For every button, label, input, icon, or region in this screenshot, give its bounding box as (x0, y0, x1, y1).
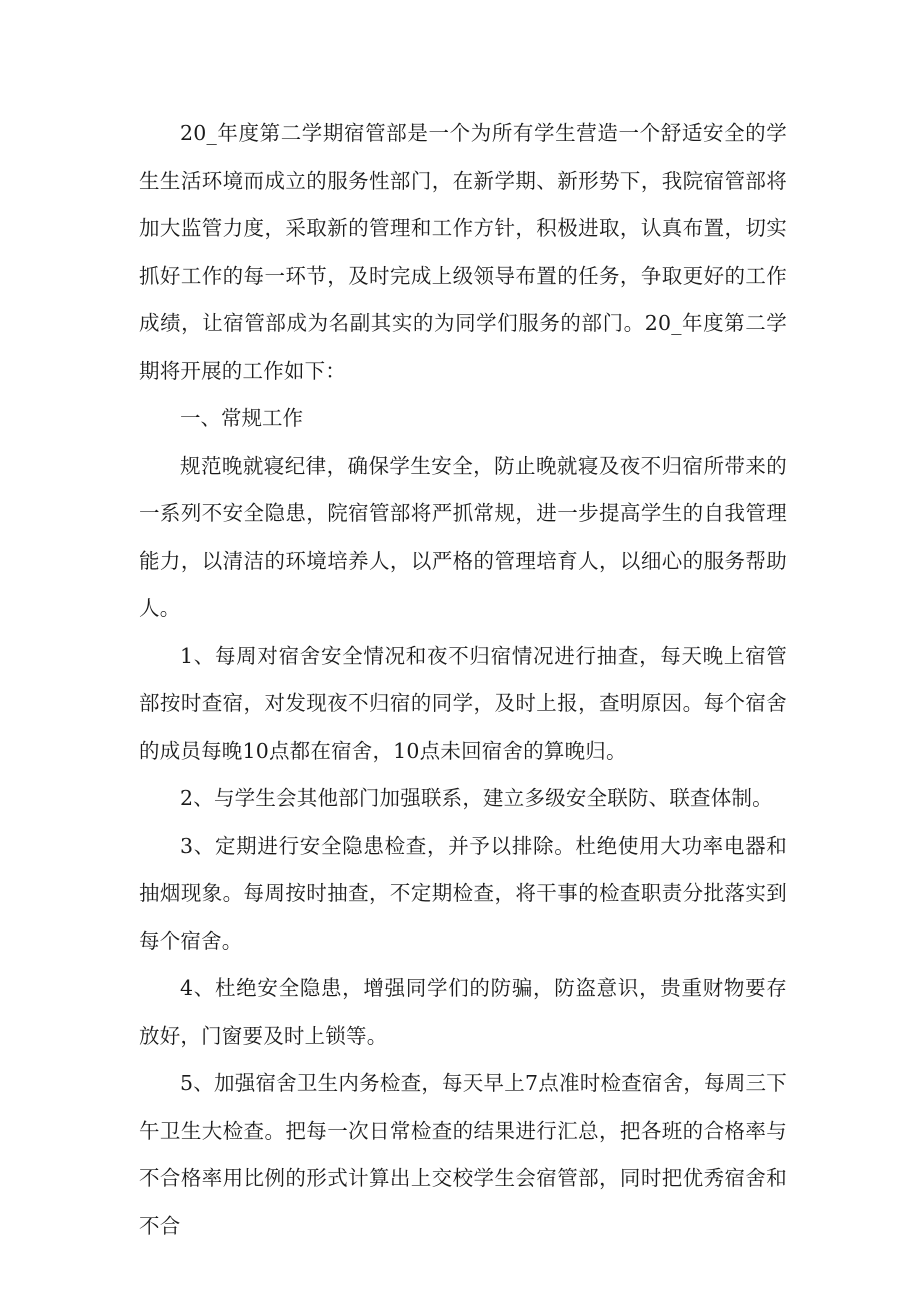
intro-paragraph: 20_年度第二学期宿管部是一个为所有学生营造一个舒适安全的学生生活环境而成立的服务性部门，在新学期、新形势下，我院宿管部将加大监管力度，采取新的管理和工作方针，积极进取，认真布置，切实抓好工作的每一环节，及时完成上级领导布置的任务，争取更好的工作成绩，让宿管部成为名副其实的为同学们服务的部门。20_年度第二学期将开展的工作如下： (139, 121, 787, 383)
document-body (139, 110, 787, 1250)
routine-work-paragraph: 规范晚就寝纪律，确保学生安全，防止晚就寝及夜不归宿所带来的一系列不安全隐患，院宿管部将严抓常规，进一步提高学生的自我管理能力，以清洁的环境培养人，以严格的管理培育人，以细心的服务帮助人。 (139, 453, 787, 620)
item-4-paragraph: 4、杜绝安全隐患，增强同学们的防骗，防盗意识，贵重财物要存放好，门窗要及时上锁等。 (139, 976, 787, 1048)
item-1-paragraph: 1、每周对宿舍安全情况和夜不归宿情况进行抽查，每天晚上宿管部按时查宿，对发现夜不归宿的同学，及时上报，查明原因。每个宿舍的成员每晚10点都在宿舍，10点未回宿舍的算晚归。 (139, 643, 787, 763)
item-3-paragraph: 3、定期进行安全隐患检查，并予以排除。杜绝使用大功率电器和抽烟现象。每周按时抽查，不定期检查，将干事的检查职责分批落实到每个宿舍。 (139, 833, 787, 953)
item-2-paragraph: 2、与学生会其他部门加强联系，建立多级安全联防、联查体制。 (180, 786, 773, 810)
item-5-paragraph: 5、加强宿舍卫生内务检查，每天早上7点准时检查宿舍，每周三下午卫生大检查。把每一次日常检查的结果进行汇总，把各班的合格率与不合格率用比例的形式计算出上交校学生会宿管部，同时把优秀宿舍和不合 (139, 1071, 787, 1238)
section-heading-routine-work: 一、常规工作 (180, 406, 303, 430)
